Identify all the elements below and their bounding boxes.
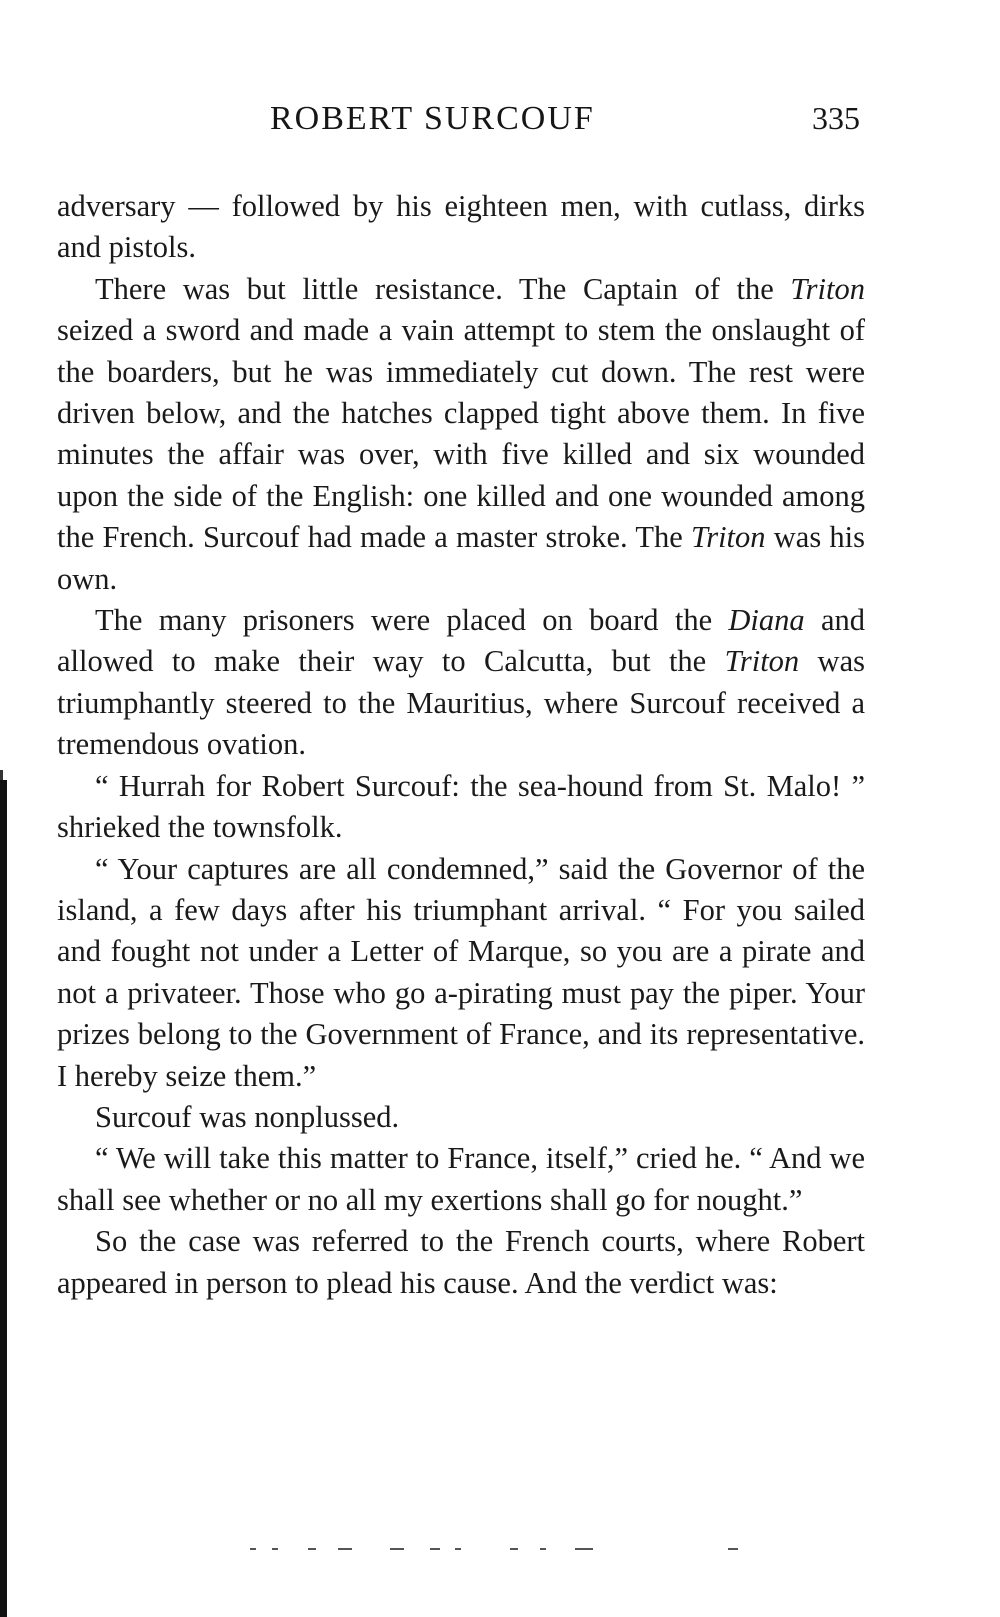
- ship-name: Triton: [690, 520, 766, 555]
- paragraph: [57, 600, 865, 766]
- paragraph: [57, 766, 865, 849]
- running-title: ROBERT SURCOUF: [270, 100, 595, 137]
- ship-name: Triton: [724, 644, 800, 679]
- paragraph: [57, 1221, 865, 1304]
- binding-edge: [0, 780, 7, 1617]
- text-run: was his own.: [57, 520, 865, 596]
- body-text: [57, 186, 865, 1304]
- text-run: seized a sword and made a vain attempt to stem the onslaught of the boarders, but he was immediately cut down. The rest were driven below, and the hatches clapped tight above them. In five minutes the affair was over, with five killed and six wounded upon the side of the English: one killed and one wounded among the French. Surcouf had made a master stroke. The: [57, 313, 865, 555]
- text-run: The many prisoners were placed on board the: [95, 603, 729, 638]
- text-run: There was but little resistance. The Captain of the: [95, 271, 791, 306]
- text-run: Surcouf was nonplussed.: [95, 1099, 400, 1134]
- text-run: So the case was referred to the French courts, where Robert appeared in person to plead his cause. And the verdict was:: [57, 1224, 865, 1300]
- page-header: [60, 100, 860, 150]
- text-run: was triumphantly steered to the Mauritius, where Surcouf received a tremendous ovation.: [57, 644, 865, 762]
- print-specks: [250, 1548, 750, 1554]
- page-number: 335: [812, 100, 860, 136]
- paragraph: [57, 849, 865, 1097]
- paragraph: [57, 269, 865, 600]
- text-run: “ We will take this matter to France, itself,” cried he. “ And we shall see whether or no all my exertions shall go for nought.”: [57, 1141, 865, 1217]
- paragraph: [57, 1097, 865, 1138]
- text-run: “ Your captures are all condemned,” said the Governor of the island, a few days after his triumphant arrival. “ For you sailed and fought not under a Letter of Marque, so you are a pirate and not a privateer. Those who go a-pirating must pay the piper. Your prizes belong to the Government of France, and its representative. I hereby seize them.”: [57, 851, 865, 1093]
- ship-name: Triton: [790, 271, 865, 306]
- text-run: adversary — followed by his eighteen men, with cutlass, dirks and pistols.: [57, 189, 865, 265]
- text-run: “ Hurrah for Robert Surcouf: the sea-hound from St. Malo! ” shrieked the townsfolk.: [57, 768, 865, 845]
- text-run: and allowed to make their way to Calcutta, but the: [57, 603, 865, 679]
- ship-name: Diana: [728, 603, 805, 638]
- paragraph: [57, 186, 865, 269]
- paragraph: [57, 1138, 865, 1221]
